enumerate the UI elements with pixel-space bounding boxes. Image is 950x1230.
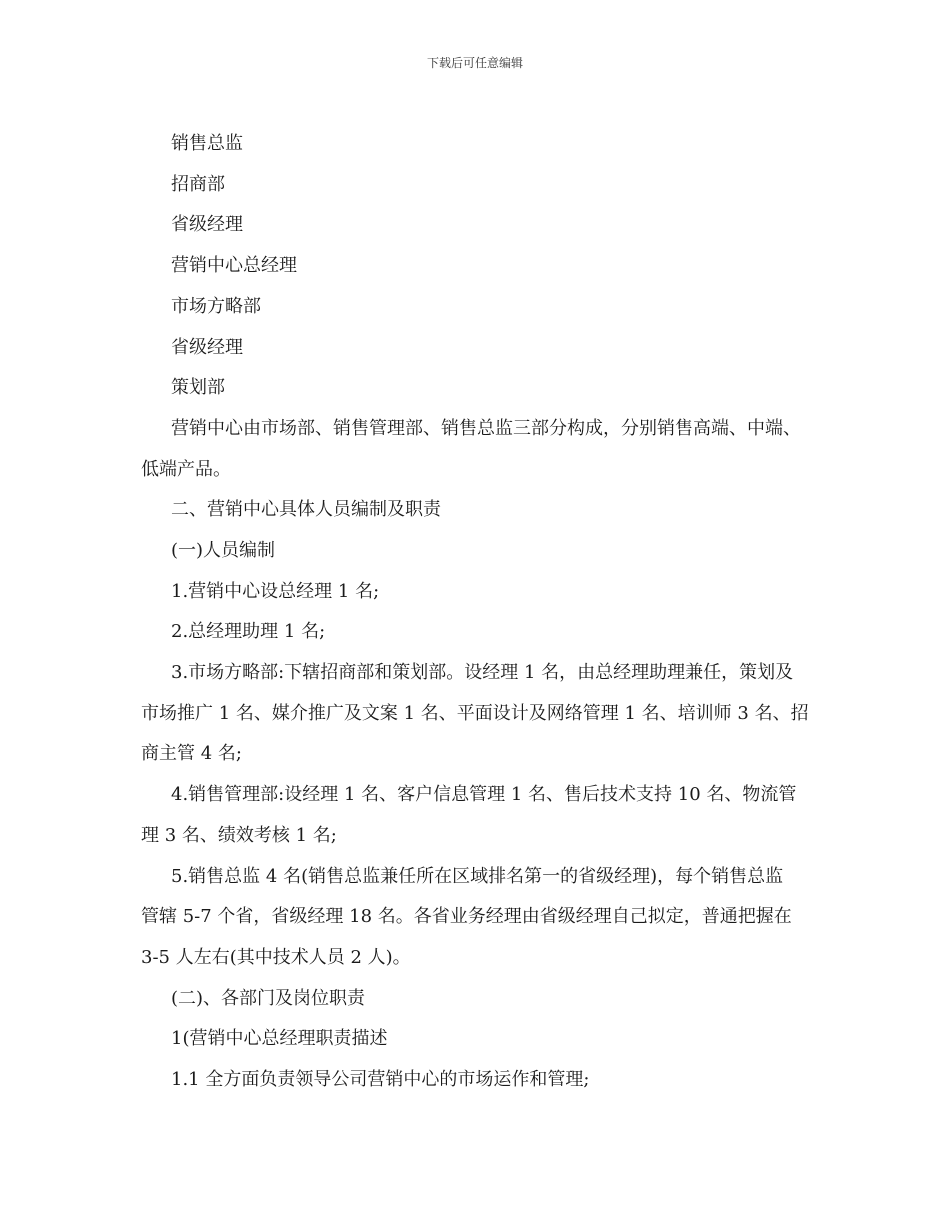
list-item: 1.1 全方面负责领导公司营销中心的市场运作和管理;: [171, 1069, 590, 1090]
list-item-continuation: 3-5 人左右(其中技术人员 2 人)。: [141, 947, 411, 968]
subsection-heading: (一)人员编制: [171, 540, 276, 561]
list-item-continuation: 理 3 名、绩效考核 1 名;: [141, 825, 337, 846]
paragraph-line: 市场方略部: [171, 296, 261, 317]
paragraph-line: 省级经理: [171, 337, 243, 358]
paragraph-line: 低端产品。: [141, 459, 231, 480]
subsection-heading: (二)、各部门及岗位职责: [171, 988, 366, 1009]
paragraph-line: 省级经理: [171, 214, 243, 235]
paragraph-line: 招商部: [171, 174, 225, 195]
list-item: 2.总经理助理 1 名;: [171, 621, 326, 642]
list-item: 5.销售总监 4 名(销售总监兼任所在区域排名第一的省级经理)，每个销售总监: [171, 866, 784, 887]
subsection-heading: 1(营销中心总经理职责描述: [171, 1028, 388, 1049]
paragraph-line: 营销中心由市场部、销售管理部、销售总监三部分构成，分别销售高端、中端、: [171, 418, 801, 439]
list-item: 1.营销中心设总经理 1 名;: [171, 581, 380, 602]
page-header: 下载后可任意编辑: [426, 56, 523, 70]
list-item-continuation: 市场推广 1 名、媒介推广及文案 1 名、平面设计及网络管理 1 名、培训师 3 名、招: [141, 703, 809, 724]
paragraph-line: 营销中心总经理: [171, 255, 297, 276]
list-item-continuation: 商主管 4 名;: [141, 743, 242, 764]
section-heading: 二、营销中心具体人员编制及职责: [171, 499, 441, 520]
paragraph-line: 策划部: [171, 377, 225, 398]
list-item-continuation: 管辖 5-7 个省，省级经理 18 名。各省业务经理由省级经理自己拟定，普通把握在: [141, 906, 792, 927]
list-item: 4.销售管理部:设经理 1 名、客户信息管理 1 名、售后技术支持 10 名、物流管: [171, 784, 797, 805]
list-item: 3.市场方略部:下辖招商部和策划部。设经理 1 名，由总经理助理兼任，策划及: [171, 662, 794, 683]
paragraph-line: 销售总监: [171, 133, 243, 154]
